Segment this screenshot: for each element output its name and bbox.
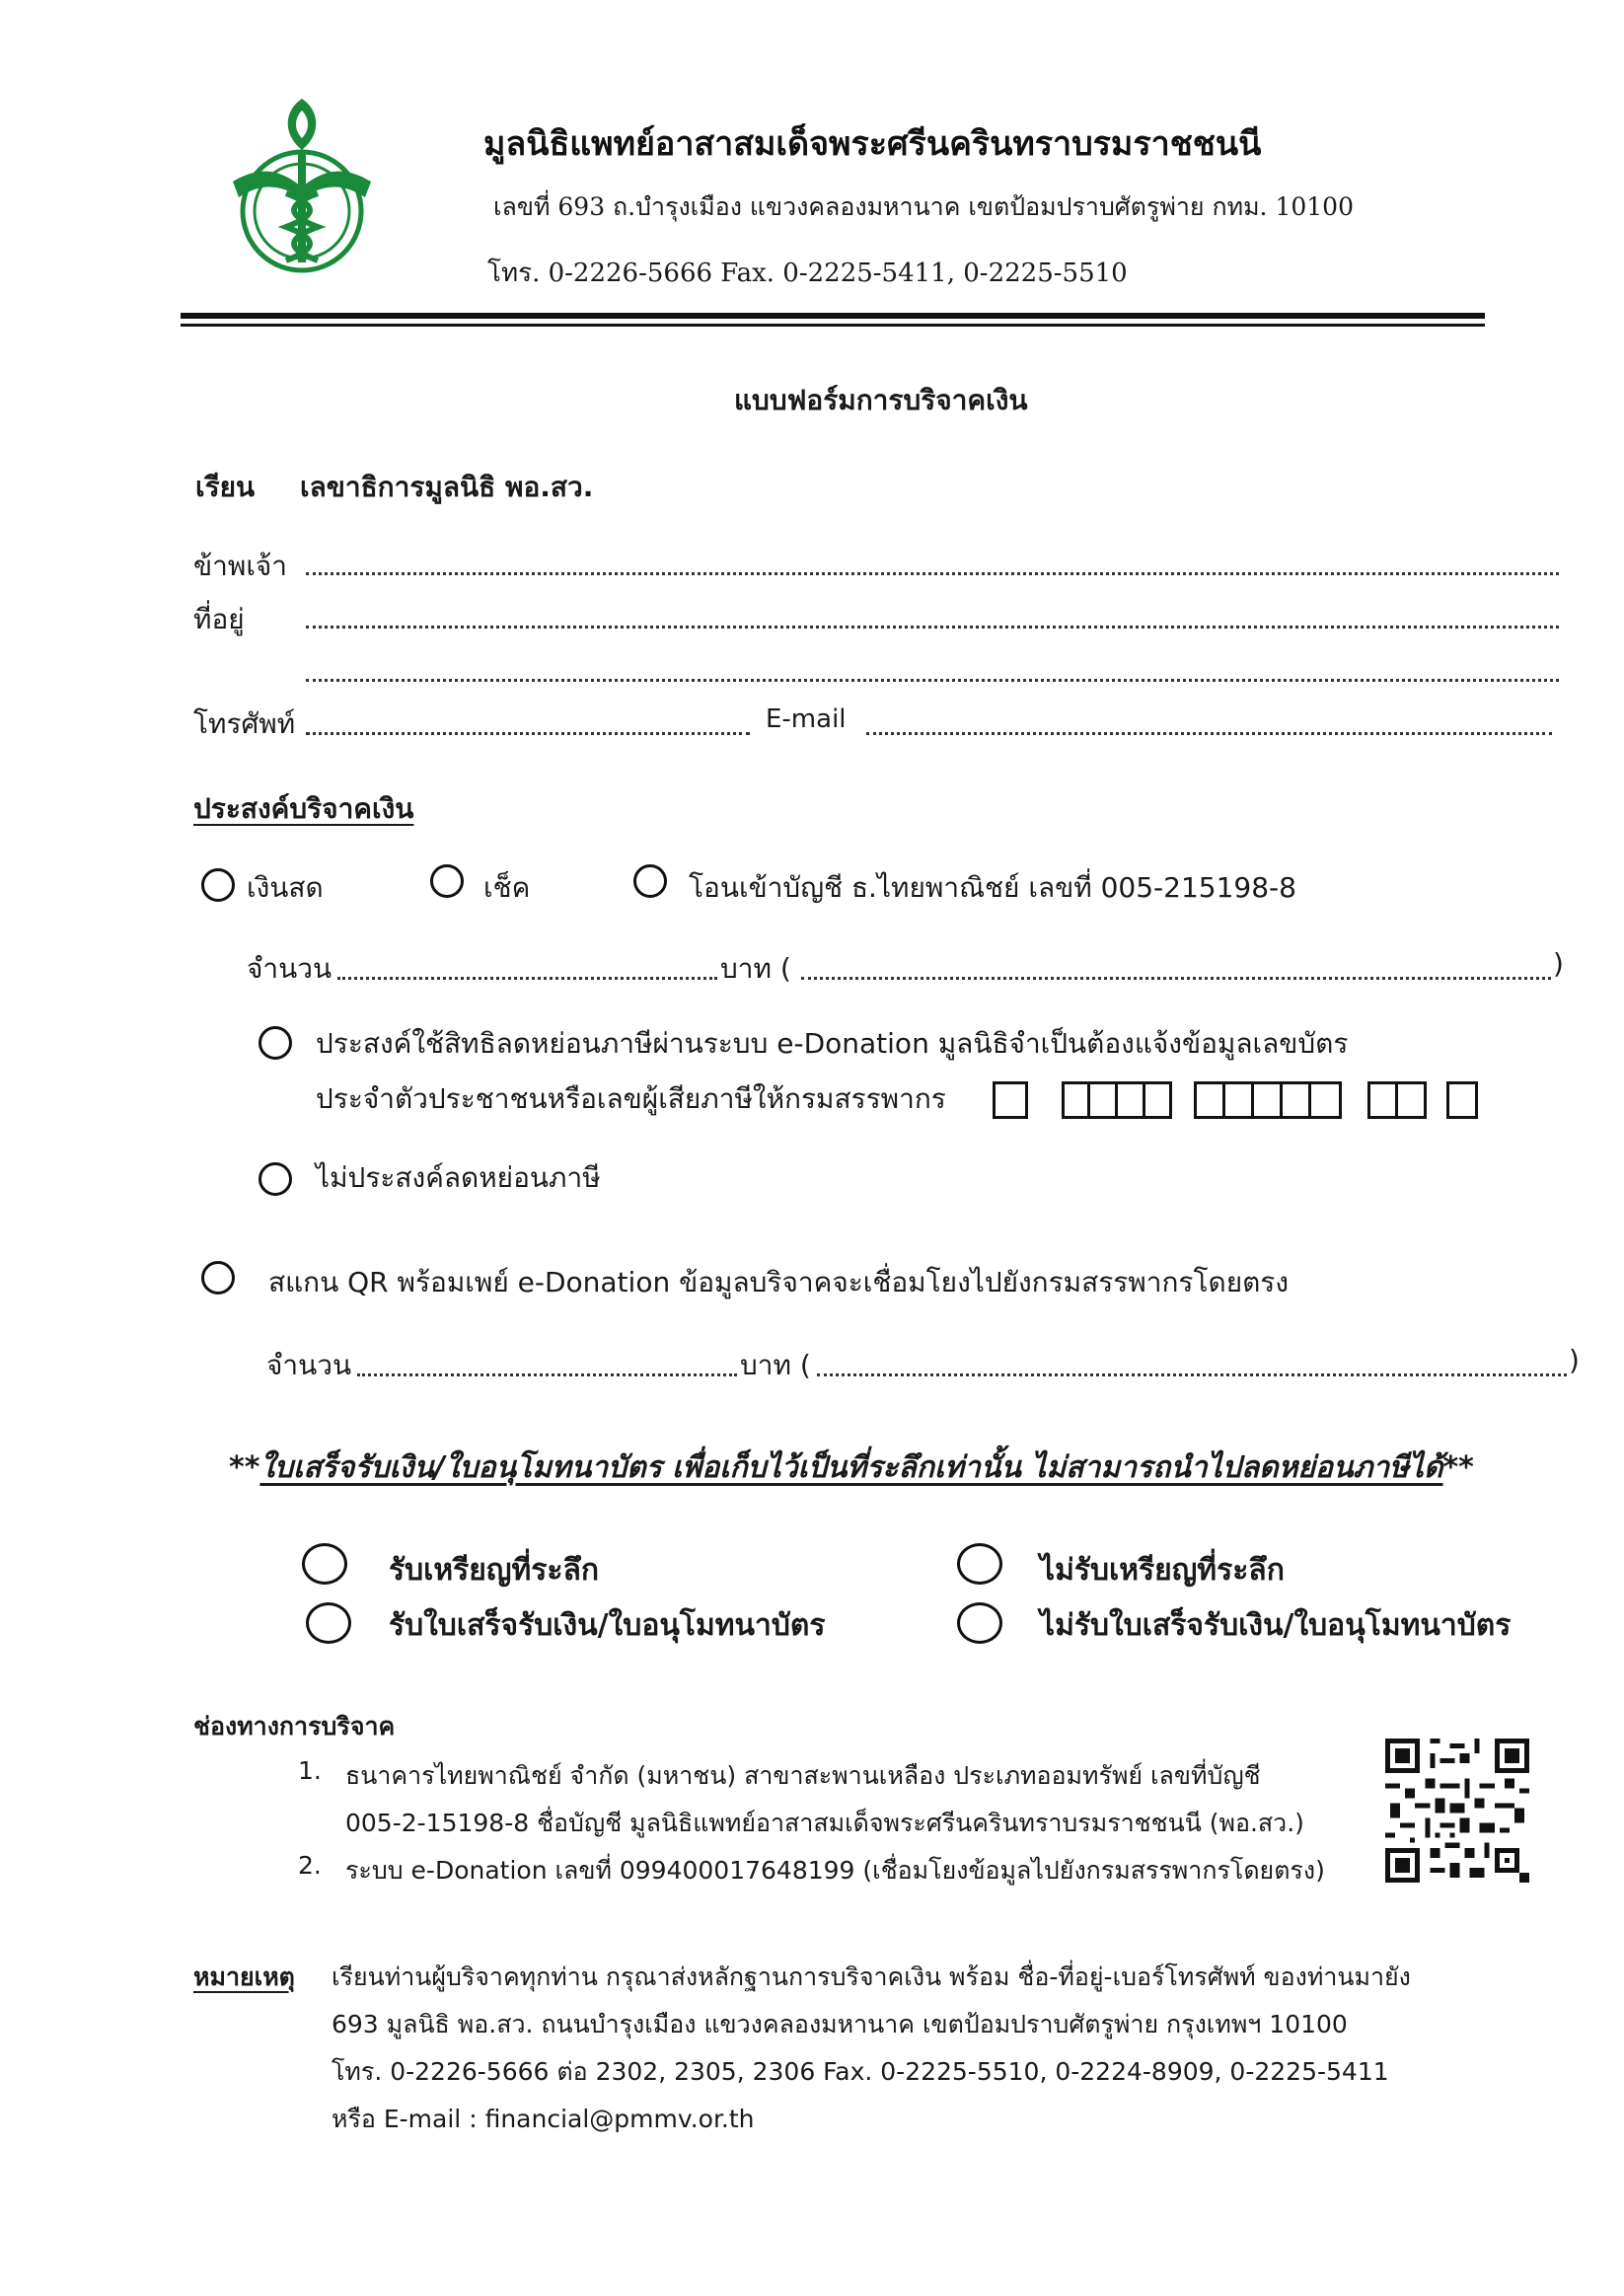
id-box-divider <box>1222 1081 1225 1119</box>
address-label: ที่อยู่ <box>193 603 245 635</box>
radio-no-medal[interactable] <box>957 1543 1002 1585</box>
remark-line1: เรียนท่านผู้บริจาคทุกท่าน กรุณาส่งหลักฐานการบริจาคเงิน พร้อม ชื่อ-ที่อยู่-เบอร์โทรศัพท์ ของท่านมายัง <box>332 1963 1411 1991</box>
id-box-divider <box>1087 1081 1090 1119</box>
opt-no-medal-label: ไม่รับเหรียญที่ระลึก <box>1040 1553 1285 1588</box>
channel-1-num: 1. <box>298 1756 322 1785</box>
close-paren: ) <box>1553 947 1564 980</box>
email-field[interactable] <box>866 732 1552 735</box>
radio-receipt[interactable] <box>306 1602 351 1644</box>
id-box-divider <box>1251 1081 1254 1119</box>
qr-amount-text-field[interactable] <box>817 1373 1567 1376</box>
notice-text: ใบเสร็จรับเงิน/ใบอนุโมทนาบัตร เพื่อเก็บไว้เป็นที่ระลึกเท่านั้น ไม่สามารถนำไปลดหย่อนภาษีได้ <box>259 1450 1443 1485</box>
id-box-divider <box>1143 1081 1145 1119</box>
radio-medal[interactable] <box>302 1543 347 1585</box>
channel-1-line1: ธนาคารไทยพาณิชย์ จำกัด (มหาชน) สาขาสะพานเหลือง ประเภทออมทรัพย์ เลขที่บัญชี <box>345 1761 1261 1790</box>
opt-no-receipt-label: ไม่รับใบเสร็จรับเงิน/ใบอนุโมทนาบัตร <box>1040 1608 1512 1643</box>
radio-tax-deduct[interactable] <box>258 1026 292 1060</box>
radio-cheque[interactable] <box>430 864 464 898</box>
org-name: มูลนิธิแพทย์อาสาสมเด็จพระศรีนครินทราบรมราชชนนี <box>483 124 1262 164</box>
qr-amount-label: จำนวน <box>266 1349 352 1381</box>
remark-line2: 693 มูลนิธิ พอ.สว. ถนนบำรุงเมือง แขวงคลองมหานาค เขตป้อมปราบศัตรูพ่าย กรุงเทพฯ 10100 <box>332 2010 1348 2038</box>
amount-text-field[interactable] <box>801 977 1551 980</box>
to-label: เรียน <box>195 471 256 503</box>
radio-qr[interactable] <box>201 1261 235 1295</box>
notice-suffix: ** <box>1442 1450 1474 1485</box>
form-title: แบบฟอร์มการบริจาคเงิน <box>734 384 1028 416</box>
remark-label: หมายเหตุ <box>193 1963 295 1991</box>
channel-1-line2: 005-2-15198-8 ชื่อบัญชี มูลนิธิแพทย์อาสาสมเด็จพระศรีนครินทราบรมราชชนนี (พอ.สว.) <box>345 1809 1304 1837</box>
option-cash-label: เงินสด <box>247 871 324 904</box>
name-label: ข้าพเจ้า <box>193 550 288 582</box>
amount-field[interactable] <box>337 977 717 980</box>
address-field-1[interactable] <box>306 626 1559 629</box>
id-box[interactable] <box>993 1081 1028 1119</box>
id-box[interactable] <box>1446 1081 1478 1119</box>
qr-close-paren: ) <box>1569 1344 1580 1376</box>
id-box[interactable] <box>1194 1081 1342 1119</box>
logo <box>223 95 381 282</box>
remark-line4: หรือ E-mail : financial@pmmv.or.th <box>332 2105 755 2133</box>
baht-label: บาท ( <box>720 952 791 985</box>
amount-label: จำนวน <box>247 952 332 985</box>
id-box-divider <box>1395 1081 1398 1119</box>
radio-cash[interactable] <box>201 868 235 902</box>
org-phone: โทร. 0-2226-5666 Fax. 0-2225-5411, 0-2225-5510 <box>487 259 1128 288</box>
tax-option-line1: ประสงค์ใช้สิทธิลดหย่อนภาษีผ่านระบบ e-Donation มูลนิธิจำเป็นต้องแจ้งข้อมูลเลขบัตร <box>316 1027 1349 1060</box>
header-rule-thin <box>181 324 1485 327</box>
notice-prefix: ** <box>229 1450 260 1485</box>
caduceus-seal-icon <box>223 95 381 282</box>
opt-receipt-label: รับใบเสร็จรับเงิน/ใบอนุโมทนาบัตร <box>389 1608 826 1643</box>
id-box-divider <box>1308 1081 1311 1119</box>
qr-amount-field[interactable] <box>357 1373 737 1376</box>
channel-2-line: ระบบ e-Donation เลขที่ 099400017648199 (เชื่อมโยงข้อมูลไปยังกรมสรรพากรโดยตรง) <box>345 1856 1325 1885</box>
org-address: เลขที่ 693 ถ.บำรุงเมือง แขวงคลองมหานาค เขตป้อมปราบศัตรูพ่าย กทม. 10100 <box>493 192 1354 221</box>
id-box-divider <box>1280 1081 1283 1119</box>
qr-code <box>1385 1739 1529 1883</box>
radio-no-tax[interactable] <box>258 1162 292 1196</box>
phone-label: โทรศัพท์ <box>193 707 296 740</box>
header-rule-thick <box>181 313 1485 319</box>
qr-baht-label: บาท ( <box>740 1349 811 1381</box>
name-field[interactable] <box>306 572 1559 575</box>
channel-2-num: 2. <box>298 1851 322 1880</box>
radio-no-receipt[interactable] <box>957 1602 1002 1644</box>
tax-option-line2: ประจำตัวประชาชนหรือเลขผู้เสียภาษีให้กรมสรรพากร <box>316 1082 946 1115</box>
to-value: เลขาธิการมูลนิธิ พอ.สว. <box>300 471 594 503</box>
address-field-2[interactable] <box>306 679 1559 682</box>
id-box-divider <box>1115 1081 1118 1119</box>
phone-field[interactable] <box>306 732 750 735</box>
channels-heading: ช่องทางการบริจาค <box>193 1712 396 1741</box>
radio-transfer[interactable] <box>633 864 667 898</box>
opt-medal-label: รับเหรียญที่ระลึก <box>389 1553 599 1588</box>
notice <box>229 1444 1474 1491</box>
qr-option-label: สแกน QR พร้อมเพย์ e-Donation ข้อมูลบริจาคจะเชื่อมโยงไปยังกรมสรรพากรโดยตรง <box>268 1266 1289 1298</box>
option-transfer-label: โอนเข้าบัญชี ธ.ไทยพาณิชย์ เลขที่ 005-215198-8 <box>689 871 1296 904</box>
qr-code-icon <box>1385 1739 1529 1883</box>
purpose-heading: ประสงค์บริจาคเงิน <box>193 792 414 825</box>
no-tax-label: ไม่ประสงค์ลดหย่อนภาษี <box>316 1161 601 1194</box>
remark-line3: โทร. 0-2226-5666 ต่อ 2302, 2305, 2306 Fax. 0-2225-5510, 0-2224-8909, 0-2225-5411 <box>332 2057 1389 2086</box>
email-label: E-mail <box>766 704 847 734</box>
option-cheque-label: เช็ค <box>483 871 531 904</box>
